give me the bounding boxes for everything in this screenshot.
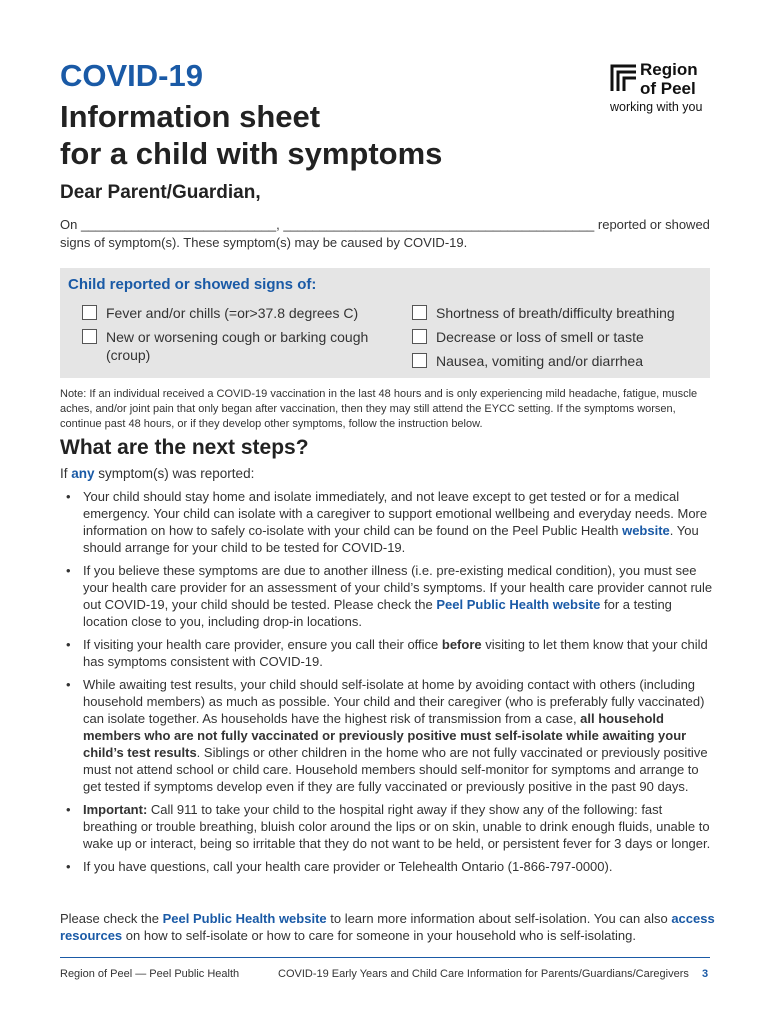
on-date-sentence: On ___________________________, ___________________________________________ reported or showed signs of symptom(s). These symptom(s) may be caused by COVID-19. bbox=[60, 217, 710, 250]
checkbox-label: New or worsening cough or barking cough (croup) bbox=[106, 329, 369, 363]
vaccination-note: Note: If an individual received a COVID-19 vaccination in the last 48 hours and is only experiencing mild headache, fatigue, muscle aches, and/or joint pain that only began after vaccination, then they may still attend the EYCC setting. If the symptoms worsen, continue past 48 hours, or if they develop other symptoms, follow the instruction below. bbox=[60, 388, 698, 430]
list-item bbox=[60, 562, 715, 630]
footer-divider bbox=[60, 957, 710, 958]
access-resources-link[interactable]: access resources bbox=[60, 911, 715, 943]
checkbox-square-icon[interactable] bbox=[82, 305, 97, 320]
checkbox-cough[interactable] bbox=[82, 328, 372, 364]
logo-name-line2: of Peel bbox=[640, 79, 696, 98]
step-emphasis: before bbox=[441, 637, 482, 652]
peel-public-health-website-link[interactable]: Peel Public Health website bbox=[436, 597, 601, 612]
checkbox-square-icon[interactable] bbox=[412, 353, 427, 368]
title-line-2: Information sheet bbox=[60, 99, 321, 134]
logo-name-line1: Region bbox=[640, 60, 698, 79]
page-number: 3 bbox=[702, 968, 709, 980]
checkbox-nausea[interactable] bbox=[412, 352, 707, 370]
closing-text: on how to self-isolate or how to care for someone in your household who is self-isolating. bbox=[122, 928, 636, 943]
checkbox-label: Shortness of breath/difficulty breathing bbox=[436, 305, 675, 321]
step-text-end: . You should arrange for your child to be tested for COVID-19. bbox=[83, 523, 699, 555]
logo-name bbox=[640, 60, 698, 98]
list-item bbox=[60, 858, 715, 875]
list-item bbox=[60, 636, 715, 670]
region-of-peel-logo bbox=[610, 60, 720, 120]
checkbox-label: Decrease or loss of smell or taste bbox=[436, 329, 644, 345]
next-steps-intro bbox=[60, 466, 254, 481]
salutation: Dear Parent/Guardian, bbox=[60, 182, 261, 203]
title-covid: COVID-19 bbox=[60, 58, 203, 93]
step-text: If you believe these symptoms are due to another illness (i.e. pre-existing medical condition), you must see your health care provider for an assessment of your child’s symptoms. If your health care provider cannot rule out COVID-19, your child should be tested. Please check the bbox=[83, 563, 713, 612]
footer-left: Region of Peel — Peel Public Health bbox=[60, 968, 240, 980]
list-item bbox=[60, 801, 715, 852]
checkbox-smell-taste[interactable] bbox=[412, 328, 707, 346]
intro-text: If bbox=[60, 466, 72, 481]
checkbox-square-icon[interactable] bbox=[412, 305, 427, 320]
checkbox-square-icon[interactable] bbox=[82, 329, 97, 344]
list-item bbox=[60, 488, 715, 556]
step-text: If visiting your health care provider, ensure you call their office bbox=[83, 637, 442, 652]
next-steps-list bbox=[60, 488, 715, 881]
checkbox-label: Fever and/or chills (=or>37.8 degrees C) bbox=[106, 305, 359, 321]
peel-public-health-website-link[interactable]: Peel Public Health website bbox=[162, 911, 327, 926]
step-text: Your child should stay home and isolate immediately, and not leave except to get tested or for a medical emergency. Your child can isolate with a caregiver to support emotional wellbeing and everyday needs. More information on how to safely co-isolate with your child can be found on the Peel Public Health bbox=[83, 489, 708, 538]
step-text-end: visiting to let them know that your child has symptoms consistent with COVID-19. bbox=[83, 637, 708, 669]
step-text: While awaiting test results, your child should self-isolate at home by avoiding contact with others (including household members) as much as possible. Your child and their caregiver (who is preferably fully vaccinated) can isolate together. As households have the highest risk of transmission from a case, bbox=[83, 677, 705, 726]
intro-any-emphasis: any bbox=[71, 466, 95, 481]
peel-logo-icon bbox=[610, 64, 638, 92]
step-text-end: . Siblings or other children in the home who are not fully vaccinated or previously positive must not attend school or child care. Household members should self-monitor for symptoms and arrange to get tested if symptoms develop even if they are fully vaccinated or previously positive in the past 90 days. bbox=[83, 745, 708, 794]
footer-center: COVID-19 Early Years and Child Care Information for Parents/Guardians/Caregivers bbox=[278, 968, 689, 980]
step-text: Call 911 to take your child to the hospital right away if they show any of the following: fast breathing or trouble breathing, bluish color around the lips or on skin, unable to drink enough fluids, unable to wake up or interact, being so irritable that they do not want to be held, or persistent fever for 3 days or longer. bbox=[83, 802, 711, 851]
symptom-checklist-heading: Child reported or showed signs of: bbox=[68, 276, 317, 293]
title-line-3: for a child with symptoms bbox=[60, 136, 443, 171]
step-text: If you have questions, call your health care provider or Telehealth Ontario (1-866-797-0000). bbox=[83, 859, 613, 874]
important-label: Important: bbox=[83, 802, 148, 817]
checkbox-square-icon[interactable] bbox=[412, 329, 427, 344]
website-link[interactable]: website bbox=[622, 523, 670, 538]
next-steps-heading: What are the next steps? bbox=[60, 436, 309, 459]
checkbox-shortness-of-breath[interactable] bbox=[412, 304, 707, 322]
closing-text: to learn more information about self-isolation. You can also bbox=[326, 911, 672, 926]
closing-paragraph bbox=[60, 910, 715, 944]
page-title bbox=[60, 98, 442, 172]
closing-text: Please check the bbox=[60, 911, 163, 926]
checkbox-fever[interactable] bbox=[82, 304, 382, 322]
symptom-checklist-panel bbox=[60, 268, 710, 378]
step-text-end: for a testing location close to you, including drop-in locations. bbox=[83, 597, 672, 629]
checkbox-label: Nausea, vomiting and/or diarrhea bbox=[436, 353, 644, 369]
step-emphasis: all household members who are not fully vaccinated or previously positive must self-isolate while awaiting your child’s test results bbox=[83, 711, 687, 760]
intro-text-end: symptom(s) was reported: bbox=[94, 466, 255, 481]
logo-tagline: working with you bbox=[610, 100, 703, 114]
list-item bbox=[60, 676, 715, 795]
